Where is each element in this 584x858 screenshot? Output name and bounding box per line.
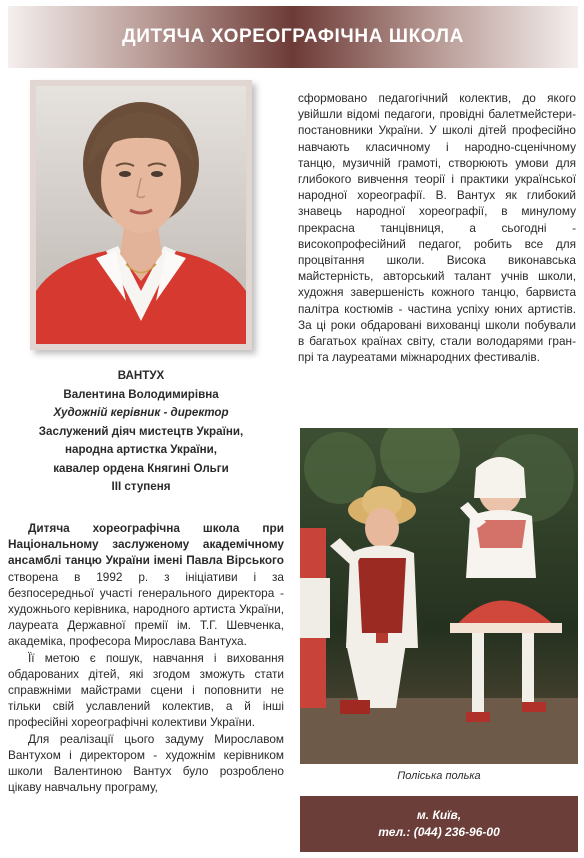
person-surname: ВАНТУХ <box>117 369 165 382</box>
page-header <box>8 6 578 68</box>
article-paragraph-2: Її метою є пошук, навчання і виховання обдарованих дітей, які згодом зможуть стати справжніми майстрами сцени і поповнити не тільки свій уславлений колектив, а й інші професійні хореографічні колективи України. <box>8 650 284 730</box>
person-name: Валентина Володимирівна <box>63 387 219 401</box>
dance-photo <box>300 428 578 764</box>
person-title-line2: народна артистка України, <box>65 443 217 456</box>
article-left-column <box>8 520 284 795</box>
article-paragraph-3: Для реалізації цього задуму Мирославом Вантухом і директором - художнім керівником школи Валентиною Вантух було розроблено цікаву навчальну програму, <box>8 731 284 795</box>
page-title: ДИТЯЧА ХОРЕОГРАФІЧНА ШКОЛА <box>122 26 464 47</box>
person-title-line4: ІІІ ступеня <box>111 480 171 493</box>
contact-box <box>300 796 578 852</box>
article-paragraph-4: сформовано педагогічний колектив, до якого увійшли відомі педагоги, провідні балетмейстери-постановники України. У школі дітей професійно навчають класичному і народно-сценічному танцю, музичній грамоті, створюють умови для глибокого вивчення теорії і практики української народної хореографії. В. Вантух як глибокий знавець народної хореографії, в минулому прекрасна танцівниця, а сьогодні - високопрофесійний педагог, робить все для процвітання школи. Висока виконавська майстерність, авторський талант учнів школи, художня завершеність кожного танцю, барвиста палітра костюмів - частина успіху юних артистів. За ці роки обдаровані вихованці школи побували в багатьох країнах світу, стали володарями гран-прі та лауреатами міжнародних фестивалів. <box>298 91 576 365</box>
person-title-line1: Заслужений діяч мистецтв України, <box>38 424 244 438</box>
portrait-photo <box>30 80 252 350</box>
person-title-line3: кавалер ордена Княгині Ольги <box>53 461 229 475</box>
contact-phone: тел.: (044) 236-96-00 <box>378 825 500 839</box>
article-p1-rest: створена в 1992 р. з ініціативи і за безпосередньої участі генерального директора - художнього керівника, народного артиста України, лауреата Державної премії ім. Т.Г. Шевченка, академіка, професора Мирослава Вантуха. <box>8 569 284 649</box>
article-right-column <box>298 90 576 365</box>
article-paragraph-1 <box>8 520 284 650</box>
photo-caption: Поліська полька <box>397 770 481 782</box>
contact-city: м. Київ, <box>416 808 462 822</box>
article-p1-bold: Дитяча хореографічна школа при Національному заслуженому академічному ансамблі танцю України імені Павла Вірського <box>8 521 284 568</box>
person-position: Художній керівник - директор <box>53 406 229 419</box>
person-info <box>10 367 272 497</box>
